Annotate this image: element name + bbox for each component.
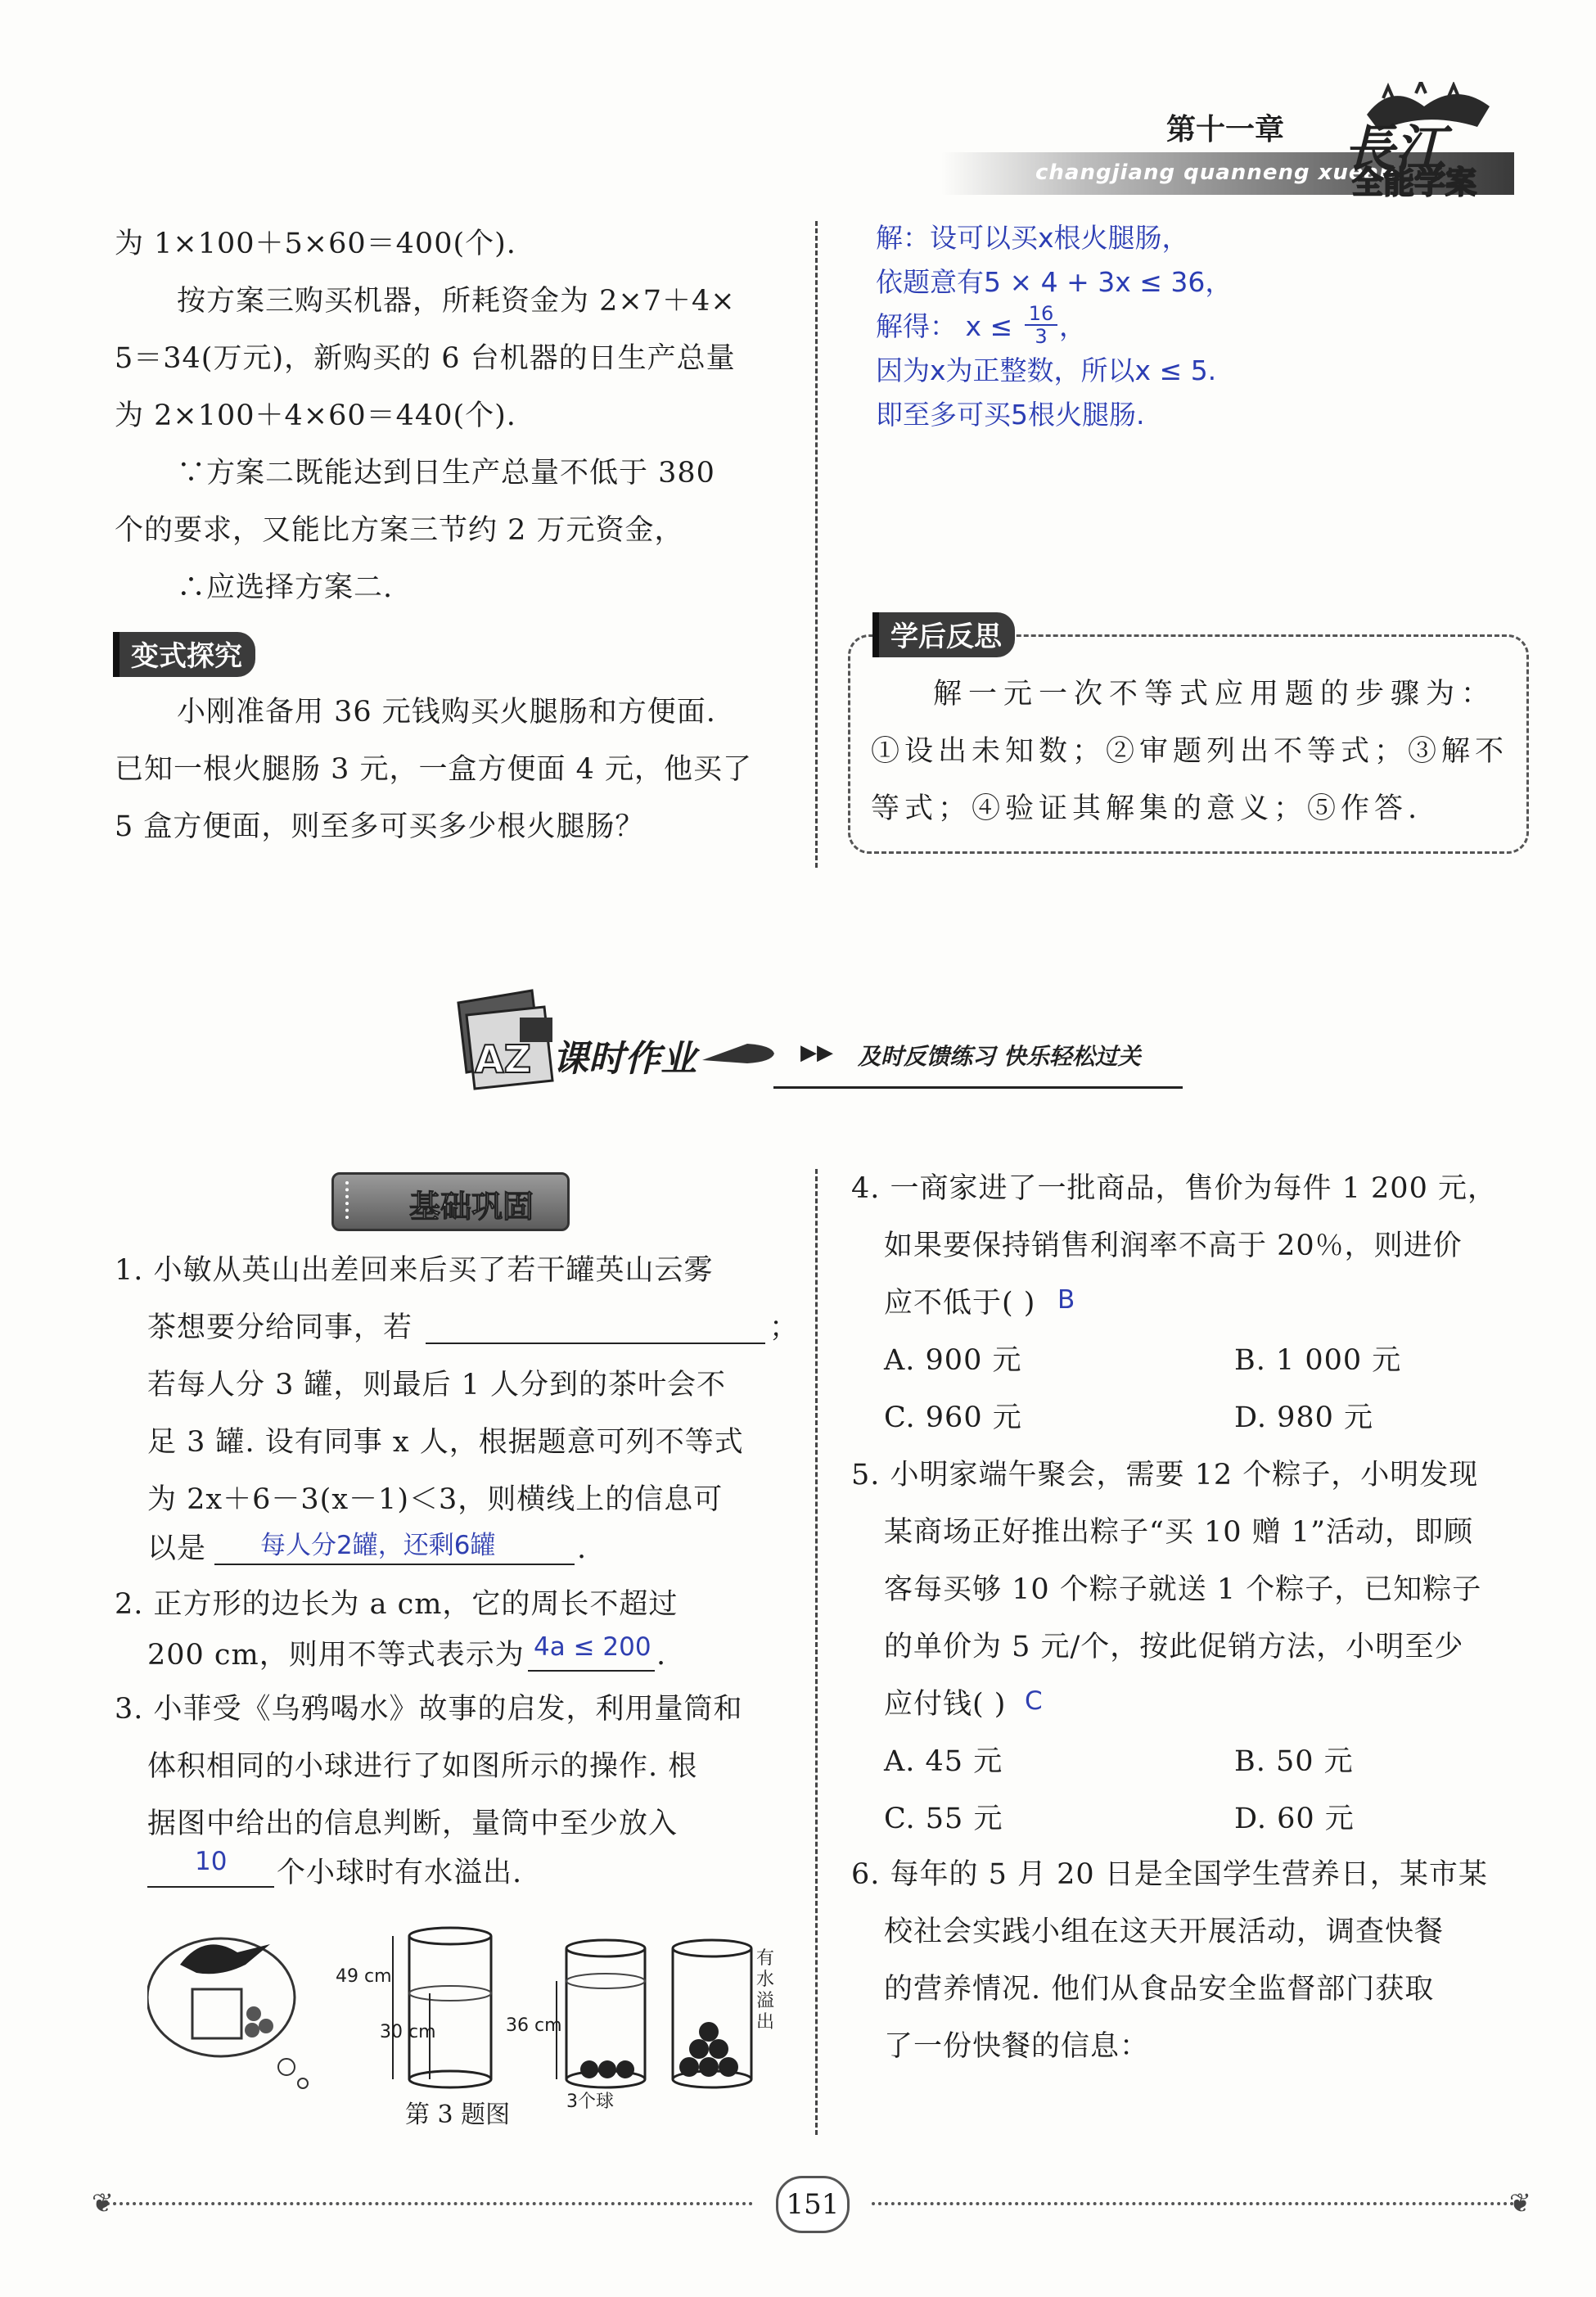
banner-rule [773, 1086, 1183, 1089]
q3-blank[interactable] [147, 1886, 274, 1888]
az-label: AZ [475, 1037, 531, 1081]
q5-line: 的单价为 5 元/个，按此促销方法，小明至少 [884, 1631, 1464, 1663]
brand-logo [1334, 82, 1522, 205]
q5-line: 应付钱( ) [884, 1688, 1007, 1721]
text-line: 已知一根火腿肠 3 元，一盒方便面 4 元，他买了 [115, 753, 753, 786]
basics-label: 基础巩固 [409, 1188, 534, 1225]
q2-line: 200 cm，则用不等式表示为 [147, 1639, 525, 1672]
fig-label-overflow: 有水溢出 [756, 1948, 775, 2033]
reflection-line: 解一元一次不等式应用题的步骤为： [933, 678, 1497, 711]
fig-label-30cm: 30 cm [380, 2022, 436, 2042]
q4-option-b: B. 1 000 元 [1234, 1344, 1402, 1377]
reflection-line: 等式；④验证其解集的意义；⑤作答. [871, 792, 1422, 825]
fig-label-3-balls: 3个球 [566, 2092, 614, 2112]
solution-line: 解得： x ≤ [876, 310, 1013, 342]
homework-banner [442, 986, 1195, 1101]
notebook-icon [345, 1181, 367, 1219]
text-line: 5 盒方便面，则至多可买多少根火腿肠？ [115, 810, 645, 843]
q6-line: 校社会实践小组在这天开展活动，调查快餐 [884, 1916, 1445, 1948]
header-pinyin: changjiang quanneng xuean [1035, 160, 1395, 185]
solution-line: 解：设可以买x根火腿肠， [876, 222, 1189, 254]
text-line: ∴应选择方案二. [177, 571, 394, 604]
q2-line: 2. 正方形的边长为 a cm，它的周长不超过 [115, 1588, 679, 1621]
q1-line: 1. 小敏从英山出差回来后买了若干罐英山云雾 [115, 1254, 714, 1287]
q1-line: 为 2x＋6－3(x－1)＜3，则横线上的信息可 [147, 1483, 724, 1516]
q5-option-b: B. 50 元 [1234, 1745, 1354, 1778]
footer-ornament-right: ❦ [1509, 2187, 1531, 2218]
q3-line: 体积相同的小球进行了如图所示的操作. 根 [147, 1750, 698, 1783]
q3-answer: 10 [195, 1847, 228, 1876]
q1-line: 茶想要分给同事，若 [147, 1311, 413, 1344]
q5-answer: C [1025, 1686, 1043, 1716]
q1-blank-1[interactable] [426, 1343, 765, 1344]
fig-label-49cm: 49 cm [336, 1966, 392, 1987]
rocket-icon [702, 1037, 776, 1070]
q5-line: 某商场正好推出粽子“买 10 赠 1”活动，即顾 [884, 1516, 1473, 1549]
q1-line: 以是 [147, 1532, 207, 1565]
solution-line: 因为x为正整数，所以x ≤ 5. [876, 354, 1217, 386]
q6-line: 6. 每年的 5 月 20 日是全国学生营养日，某市某 [851, 1858, 1488, 1891]
q4-line: 4. 一商家进了一批商品，售价为每件 1 200 元， [851, 1172, 1497, 1205]
q2-answer: 4a ≤ 200 [534, 1632, 651, 1662]
banner-arrows: ▶▶ [800, 1040, 833, 1065]
solution-line: 依题意有5 × 4 + 3x ≤ 36， [876, 266, 1233, 298]
chapter-label: 第十一章 [1166, 113, 1285, 147]
q5-line: 5. 小明家端午聚会，需要 12 个粽子，小明发现 [851, 1459, 1479, 1491]
text-line: 5＝34(万元)，新购买的 6 台机器的日生产总量 [115, 342, 736, 375]
reflection-line: ①设出未知数；②审题列出不等式；③解不 [871, 735, 1509, 768]
q4-option-a: A. 900 元 [884, 1344, 1022, 1377]
q5-option-d: D. 60 元 [1234, 1803, 1355, 1835]
q1-period: . [577, 1532, 588, 1565]
footer-rule-right [872, 2202, 1514, 2205]
q3-figure [147, 1916, 786, 2112]
q2-blank[interactable] [528, 1670, 655, 1672]
text-line: 小刚准备用 36 元钱购买火腿肠和方便面. [177, 696, 716, 729]
text-line: 为 1×100＋5×60＝400(个). [115, 228, 516, 260]
q1-line: 足 3 罐. 设有同事 x 人，根据题意可列不等式 [147, 1426, 744, 1459]
q3-caption: 第 3 题图 [405, 2101, 511, 2129]
variant-tag: 变式探究 [113, 632, 255, 677]
reflection-tag: 学后反思 [872, 612, 1015, 657]
q3-line: 个小球时有水溢出. [277, 1857, 523, 1889]
homework-subtitle: 及时反馈练习 快乐轻松过关 [858, 1043, 1141, 1070]
q1-answer: 每人分2罐，还剩6罐 [260, 1531, 496, 1560]
q1-line: 若每人分 3 罐，则最后 1 人分到的茶叶会不 [147, 1369, 727, 1401]
footer-ornament-left: ❦ [92, 2187, 114, 2218]
brand-bottom: 全能学案 [1352, 165, 1477, 201]
q2-period: . [656, 1639, 667, 1672]
fraction-tail: ， [1059, 310, 1086, 342]
page-number: 151 [776, 2176, 850, 2233]
q6-line: 的营养情况. 他们从食品安全监督部门获取 [884, 1973, 1435, 2006]
q5-option-c: C. 55 元 [884, 1803, 1003, 1835]
fraction-denominator: 3 [1035, 325, 1048, 348]
q6-line: 了一份快餐的信息： [884, 2030, 1150, 2063]
footer-rule-left [106, 2202, 753, 2205]
q4-option-c: C. 960 元 [884, 1401, 1022, 1434]
text-line: 个的要求，又能比方案三节约 2 万元资金， [115, 514, 684, 547]
solution-line: 即至多可买5根火腿肠. [876, 399, 1145, 431]
text-line: ∵方案二既能达到日生产总量不低于 380 [177, 457, 715, 490]
brand-top: 長江 [1344, 119, 1446, 178]
q4-option-d: D. 980 元 [1234, 1401, 1373, 1434]
q4-answer: B [1057, 1285, 1075, 1315]
homework-title: 课时作业 [552, 1038, 697, 1080]
text-line: 为 2×100＋4×60＝440(个). [115, 399, 516, 432]
q5-line: 客每买够 10 个粽子就送 1 个粽子，已知粽子 [884, 1573, 1482, 1606]
fraction [1025, 303, 1057, 347]
basics-tag [331, 1172, 570, 1231]
text-line: 按方案三购买机器，所耗资金为 2×7＋4× [177, 285, 736, 318]
q4-line: 如果要保持销售利润率不高于 20％，则进价 [884, 1230, 1463, 1262]
fraction-numerator: 16 [1025, 303, 1057, 326]
q5-option-a: A. 45 元 [884, 1745, 1003, 1778]
q3-line: 3. 小菲受《乌鸦喝水》故事的启发，利用量筒和 [115, 1693, 743, 1726]
fig-label-36cm: 36 cm [506, 2015, 562, 2036]
q1-blank-2[interactable] [214, 1564, 575, 1565]
q3-line: 据图中给出的信息判断，量筒中至少放入 [147, 1807, 679, 1840]
crow-cylinder-illustration [147, 1916, 786, 2104]
q1-semicolon: ； [769, 1311, 800, 1344]
column-divider-top [815, 221, 818, 868]
q4-line: 应不低于( ) [884, 1287, 1036, 1320]
column-divider-bottom [815, 1169, 818, 2135]
